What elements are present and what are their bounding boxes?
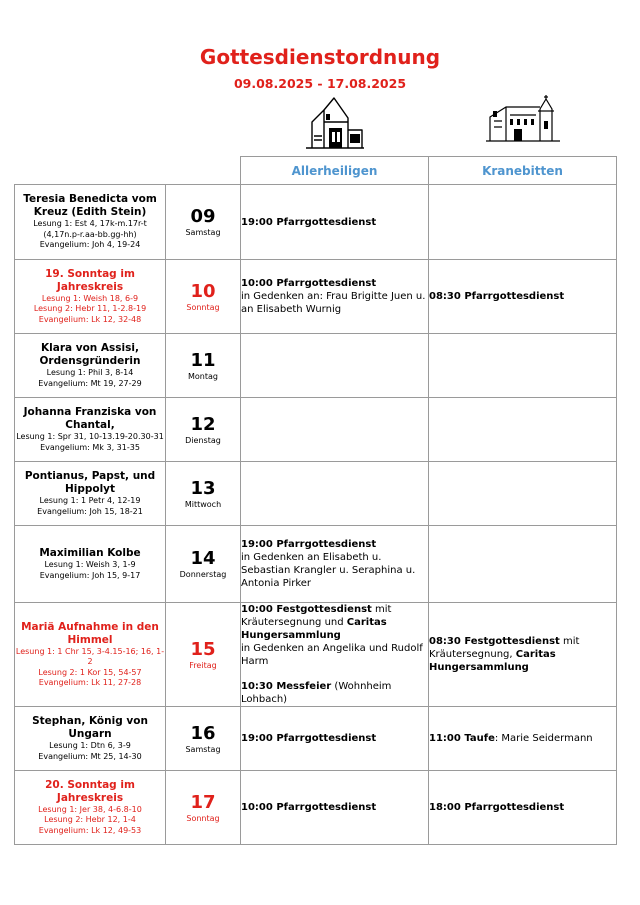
reading-line: Lesung 1: Dtn 6, 3-9 (49, 741, 131, 750)
date-cell (166, 707, 241, 771)
line-gap (241, 668, 428, 680)
service-kranebitten (429, 462, 617, 526)
saint-name: Pontianus, Papst, und Hippolyt (24, 470, 156, 495)
service-text: 10:30 Messfeier (241, 681, 332, 692)
service-line (429, 635, 616, 674)
reading-line: Lesung 1: Jer 38, 4-6.8-10 (38, 804, 142, 814)
service-allerheiligen (241, 603, 429, 707)
church-allerheiligen-icon (304, 96, 366, 152)
service-kranebitten (429, 603, 617, 707)
day-number: 14 (190, 548, 216, 569)
service-line (241, 551, 428, 590)
service-line (241, 801, 428, 814)
service-kranebitten (429, 398, 617, 462)
day-number: 10 (190, 280, 216, 302)
service-text: 08:30 Festgottesdienst (429, 636, 560, 647)
weekday: Freitag (189, 660, 217, 670)
reading-line: Evangelium: Mk 3, 31-35 (40, 442, 140, 452)
service-line (241, 603, 428, 642)
day-row (15, 771, 617, 845)
service-allerheiligen (241, 185, 429, 260)
service-kranebitten (429, 334, 617, 398)
reading-line: Lesung 1: Phil 3, 8-14 (46, 368, 134, 377)
saint-cell (15, 771, 166, 845)
reading-line: Evangelium: Mt 19, 27-29 (38, 378, 142, 388)
schedule-table (14, 156, 617, 845)
reading-line: Lesung 2: Hebr 11, 1-2.8-19 (33, 304, 147, 314)
date-cell (166, 185, 241, 260)
service-text: in Gedenken an Angelika und Rudolf Harm (241, 643, 423, 667)
service-allerheiligen (241, 526, 429, 603)
location-header-allerheiligen: Allerheiligen (241, 157, 429, 185)
service-kranebitten (429, 185, 617, 260)
reading-line: Lesung 1: Weish 3, 1-9 (44, 560, 136, 569)
service-line (241, 277, 428, 290)
saint-name: Mariä Aufnahme in den Himmel (21, 620, 159, 646)
day-number: 17 (190, 791, 216, 813)
service-text: Caritas Hungersammlung (241, 617, 387, 641)
service-line (241, 680, 428, 706)
weekday: Sonntag (186, 813, 220, 823)
service-text: in Gedenken an Elisabeth u. Sebastian Krangler u. Seraphina u. Antonia Pirker (241, 552, 416, 589)
date-cell (166, 398, 241, 462)
saint-cell (15, 398, 166, 462)
service-text: (Wohnheim Lohbach) (241, 681, 392, 705)
weekday: Montag (188, 371, 218, 381)
saint-cell (15, 462, 166, 526)
saint-cell (15, 185, 166, 260)
saint-name: 20. Sonntag im Jahreskreis (45, 778, 135, 804)
date-cell (166, 771, 241, 845)
saint-cell (15, 603, 166, 707)
saint-name: Klara von Assisi, Ordensgründerin (39, 342, 141, 367)
weekday: Donnerstag (179, 570, 227, 579)
day-row (15, 398, 617, 462)
service-allerheiligen (241, 334, 429, 398)
saint-cell (15, 334, 166, 398)
service-line (241, 216, 428, 229)
service-text: mit Kräutersegnung und (241, 604, 392, 628)
service-text: 10:00 Pfarrgottesdienst (241, 278, 377, 289)
service-text: 11:00 Taufe (429, 733, 495, 744)
service-kranebitten (429, 771, 617, 845)
reading-line: Evangelium: Lk 12, 32-48 (38, 314, 142, 324)
service-allerheiligen (241, 398, 429, 462)
day-number: 15 (190, 638, 216, 660)
day-number: 12 (190, 413, 216, 435)
reading-line: Lesung 1: Spr 31, 10-13.19-20.30-31 (16, 432, 164, 441)
service-text: : Marie Seidermann (494, 733, 593, 744)
day-row (15, 526, 617, 603)
reading-line: Lesung 1: Weish 18, 6-9 (41, 293, 139, 303)
service-text: Caritas Hungersammlung (429, 649, 556, 673)
day-row (15, 334, 617, 398)
date-range: 09.08.2025 - 17.08.2025 (233, 76, 407, 91)
weekday: Sonntag (186, 302, 220, 312)
saint-name: 19. Sonntag im Jahreskreis (45, 267, 135, 293)
day-row (15, 185, 617, 260)
weekday: Samstag (185, 744, 221, 754)
day-row (15, 462, 617, 526)
saint-cell (15, 260, 166, 334)
day-number: 16 (190, 722, 216, 744)
service-line (429, 732, 616, 745)
saint-name: Johanna Franziska von Chantal, (23, 406, 157, 431)
saint-cell (15, 707, 166, 771)
service-kranebitten (429, 526, 617, 603)
service-text: 19:00 Pfarrgottesdienst (241, 539, 377, 550)
saint-name: Teresia Benedicta vom Kreuz (Edith Stein) (23, 193, 157, 219)
service-line (241, 290, 428, 316)
reading-line: Evangelium: Lk 12, 49-53 (38, 825, 142, 835)
service-text: 19:00 Pfarrgottesdienst (241, 733, 377, 744)
reading-line: Evangelium: Mt 25, 14-30 (38, 751, 142, 761)
service-kranebitten (429, 260, 617, 334)
reading-line: Evangelium: Lk 11, 27-28 (38, 678, 142, 687)
service-line (241, 538, 428, 551)
weekday: Samstag (185, 228, 221, 237)
service-line (429, 290, 616, 303)
saint-name: Stephan, König von Ungarn (32, 715, 148, 740)
date-cell (166, 462, 241, 526)
reading-line: Evangelium: Joh 15, 18-21 (37, 506, 143, 516)
church-kranebitten-icon (484, 95, 562, 145)
day-row (15, 707, 617, 771)
date-cell (166, 260, 241, 334)
service-text: 19:00 Pfarrgottesdienst (241, 216, 377, 228)
reading-line: Lesung 1: Est 4, 17k-m.17r-t (4,17n.p-r.aa-bb.gg-hh) (33, 219, 147, 239)
service-allerheiligen (241, 771, 429, 845)
page-title: Gottesdienstordnung (199, 45, 441, 69)
reading-line: Evangelium: Joh 15, 9-17 (39, 570, 141, 580)
date-cell (166, 334, 241, 398)
day-number: 11 (190, 349, 216, 371)
service-allerheiligen (241, 260, 429, 334)
service-text: 18:00 Pfarrgottesdienst (429, 802, 565, 813)
reading-line: Lesung 2: Hebr 12, 1-4 (44, 815, 136, 825)
service-kranebitten (429, 707, 617, 771)
service-allerheiligen (241, 462, 429, 526)
service-line (429, 801, 616, 814)
service-text: 10:00 Festgottesdienst (241, 604, 372, 615)
day-number: 09 (190, 206, 216, 227)
service-text: 10:00 Pfarrgottesdienst (241, 802, 377, 813)
service-line (241, 732, 428, 745)
reading-line: Lesung 1: 1 Chr 15, 3-4.15-16; 16, 1-2 (15, 646, 165, 666)
service-line (241, 642, 428, 668)
day-row (15, 603, 617, 707)
day-number: 13 (190, 477, 216, 499)
saint-name: Maximilian Kolbe (39, 547, 141, 559)
date-cell (166, 603, 241, 707)
weekday: Dienstag (185, 435, 221, 445)
reading-line: Lesung 1: 1 Petr 4, 12-19 (39, 496, 141, 505)
service-text: 08:30 Pfarrgottesdienst (429, 291, 565, 302)
day-row (15, 260, 617, 334)
reading-line: Lesung 2: 1 Kor 15, 54-57 (38, 667, 142, 677)
location-header-kranebitten: Kranebitten (429, 157, 617, 185)
service-allerheiligen (241, 707, 429, 771)
service-text: in Gedenken an: Frau Brigitte Juen u. an Elisabeth Wurnig (241, 291, 426, 315)
weekday: Mittwoch (184, 499, 222, 509)
reading-line: Evangelium: Joh 4, 19-24 (39, 240, 141, 250)
saint-cell (15, 526, 166, 603)
service-text: mit Kräutersegnung, (429, 636, 580, 660)
date-cell (166, 526, 241, 603)
